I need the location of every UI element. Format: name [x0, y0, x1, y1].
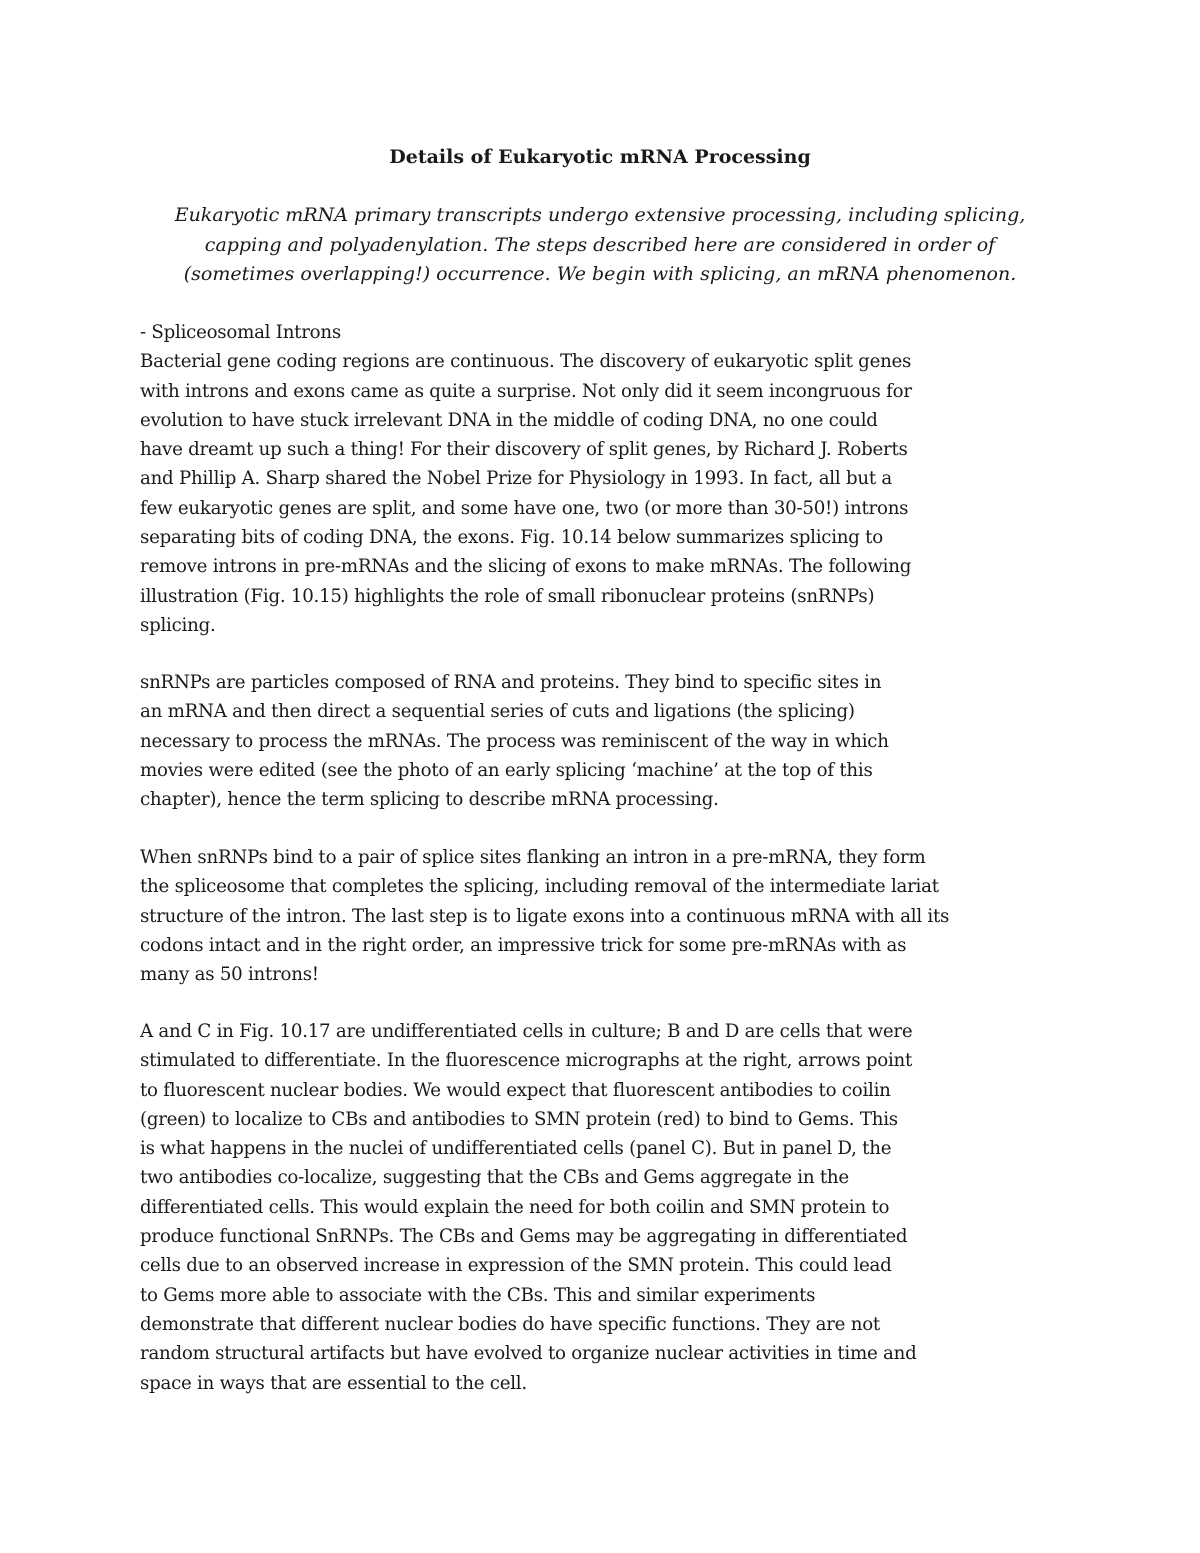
paragraph-line: splicing. [140, 614, 216, 636]
paragraph-line: many as 50 introns! [140, 964, 319, 986]
paragraph-line: few eukaryotic genes are split, and some have one, two (or more than 30-50!) introns [140, 497, 909, 519]
paragraph-line: the spliceosome that completes the splicing, including removal of the intermediate lariat [140, 876, 939, 898]
paragraph-line: space in ways that are essential to the cell. [140, 1372, 527, 1394]
paragraph-snrnps [140, 668, 1060, 814]
paragraph-line: demonstrate that different nuclear bodies do have specific functions. They are not [140, 1313, 880, 1335]
paragraph-line: random structural artifacts but have evolved to organize nuclear activities in time and [140, 1343, 917, 1365]
paragraph-line: to fluorescent nuclear bodies. We would expect that fluorescent antibodies to coilin [140, 1079, 891, 1101]
paragraph-line: chapter), hence the term splicing to describe mRNA processing. [140, 789, 719, 811]
paragraph-line: Bacterial gene coding regions are continuous. The discovery of eukaryotic split genes [140, 351, 912, 373]
document-title: Details of Eukaryotic mRNA Processing [389, 146, 811, 168]
paragraph-line: to Gems more able to associate with the CBs. This and similar experiments [140, 1284, 816, 1306]
paragraph-nuclear-bodies [140, 1017, 1060, 1398]
paragraph-line: (green) to localize to CBs and antibodies to SMN protein (red) to bind to Gems. This [140, 1108, 898, 1130]
abstract [140, 201, 1060, 290]
paragraph-line: differentiated cells. This would explain the need for both coilin and SMN protein to [140, 1196, 890, 1218]
paragraph-line: necessary to process the mRNAs. The process was reminiscent of the way in which [140, 730, 889, 752]
paragraph-spliceosomal-introns [140, 318, 1060, 640]
paragraph-line: codons intact and in the right order, an impressive trick for some pre-mRNAs with as [140, 934, 907, 956]
paragraph-line: and Phillip A. Sharp shared the Nobel Prize for Physiology in 1993. In fact, all but a [140, 468, 893, 490]
paragraph-line: stimulated to differentiate. In the fluorescence micrographs at the right, arrows point [140, 1050, 913, 1072]
paragraph-spliceosome [140, 843, 1060, 989]
abstract-line: capping and polyadenylation. The steps described here are considered in order of [204, 233, 996, 256]
paragraph-line: have dreamt up such a thing! For their discovery of split genes, by Richard J. Roberts [140, 439, 908, 461]
paragraph-line: structure of the intron. The last step is to ligate exons into a continuous mRNA with all its [140, 905, 950, 927]
paragraph-line: movies were edited (see the photo of an early splicing ‘machine’ at the top of this [140, 759, 873, 781]
paragraph-line: cells due to an observed increase in expression of the SMN protein. This could lead [140, 1255, 892, 1277]
abstract-line: (sometimes overlapping!) occurrence. We begin with splicing, an mRNA phenomenon. [183, 263, 1017, 285]
paragraph-line: illustration (Fig. 10.15) highlights the role of small ribonuclear proteins (snRNPs) [140, 585, 875, 607]
paragraph-line: an mRNA and then direct a sequential series of cuts and ligations (the splicing) [140, 701, 855, 723]
paragraph-line: snRNPs are particles composed of RNA and proteins. They bind to specific sites in [140, 672, 882, 693]
paragraph-line: two antibodies co-localize, suggesting that the CBs and Gems aggregate in the [140, 1167, 849, 1189]
paragraph-line: A and C in Fig. 10.17 are undifferentiated cells in culture; B and D are cells that were [140, 1021, 913, 1042]
paragraph-line: is what happens in the nuclei of undifferentiated cells (panel C). But in panel D, the [140, 1138, 892, 1160]
paragraph-line: separating bits of coding DNA, the exons. Fig. 10.14 below summarizes splicing to [140, 527, 883, 549]
paragraph-line: evolution to have stuck irrelevant DNA in the middle of coding DNA, no one could [140, 409, 878, 431]
paragraph-line: remove introns in pre-mRNAs and the slicing of exons to make mRNAs. The following [140, 556, 912, 578]
paragraph-line: When snRNPs bind to a pair of splice sites flanking an intron in a pre-mRNA, they form [140, 847, 926, 868]
section-heading: - Spliceosomal Introns [140, 322, 341, 343]
paragraph-line: produce functional SnRNPs. The CBs and Gems may be aggregating in differentiated [140, 1226, 908, 1248]
abstract-line: Eukaryotic mRNA primary transcripts undergo extensive processing, including splicing, [174, 204, 1026, 226]
paragraph-line: with introns and exons came as quite a surprise. Not only did it seem incongruous for [140, 380, 912, 402]
